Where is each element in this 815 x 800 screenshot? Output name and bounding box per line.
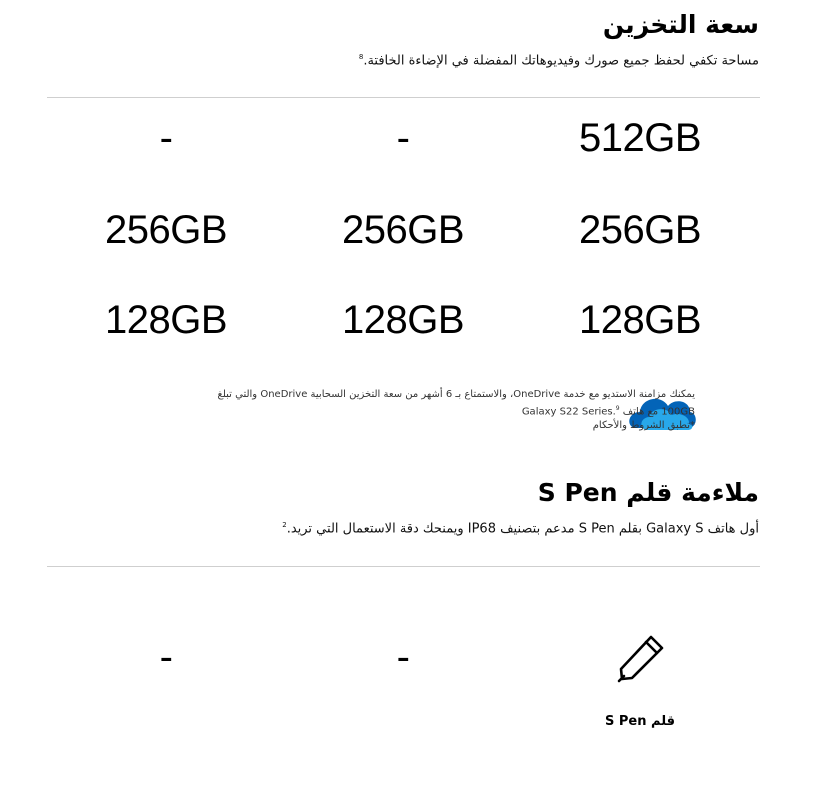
storage-cell: 128GB <box>341 298 465 342</box>
onedrive-line-1: يمكنك مزامنة الاستديو مع خدمة OneDrive، والاستمتاع بـ 6 أشهر من سعة التخزين السحابية OneDrive والتي تبلغ <box>217 389 695 400</box>
storage-cell: 128GB <box>578 298 702 342</box>
onedrive-line-2: 100GB مع هاتف Galaxy S22 Series.$^9$ <box>521 405 695 418</box>
spen-cell: - <box>159 635 173 679</box>
storage-cell: 512GB <box>578 116 702 160</box>
spen-title: ملاءمة قلم S Pen <box>537 478 759 507</box>
terms-link[interactable]: *تطبق الشروط والأحكام <box>592 420 695 432</box>
spen-cell: - <box>396 635 410 679</box>
spen-description: أول هاتف Galaxy S بقلم S Pen مدعم بتصنيف IP68 ويمنحك دقة الاستعمال التي تريد.$^2$ <box>282 521 759 537</box>
spen-label: قلم S Pen <box>604 714 676 729</box>
footnote-2[interactable]: 2 <box>282 521 287 529</box>
storage-description: مساحة تكفي لحفظ جميع صورك وفيديوهاتك المفضلة في الإضاءة الخافتة.$^8$ <box>358 53 759 69</box>
storage-cell: 256GB <box>578 208 702 252</box>
footnote-9[interactable]: 9 <box>615 405 620 412</box>
storage-cell: - <box>396 116 410 160</box>
storage-divider <box>47 97 760 98</box>
onedrive-text <box>175 388 695 433</box>
spen-divider <box>47 566 760 567</box>
storage-cell: 256GB <box>341 208 465 252</box>
storage-cell: - <box>159 116 173 160</box>
footnote-8[interactable]: 8 <box>358 53 364 61</box>
storage-title: سعة التخزين <box>602 10 759 39</box>
storage-cell: 256GB <box>104 208 228 252</box>
storage-cell: 128GB <box>104 298 228 342</box>
pen-icon <box>615 632 667 684</box>
